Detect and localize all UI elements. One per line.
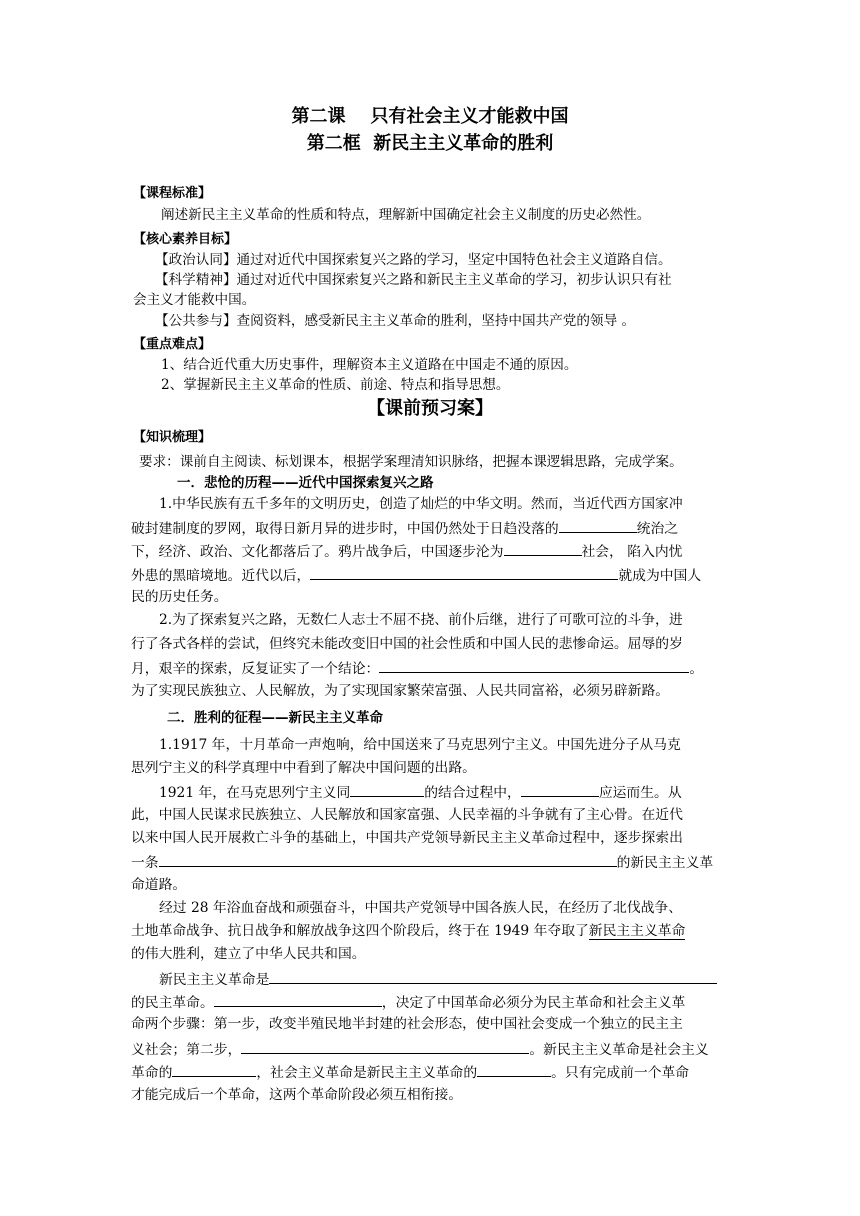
fill-blank[interactable] (159, 851, 617, 867)
part1-p1-line1: 1.中华民族有五千多年的文明历史，创造了灿烂的中华文明。然而，当近代西方国家冲 (159, 496, 683, 512)
part2-p3-line2: 土地革命战争、抗日战争和解放战争这四个阶段后，终于在 1949 年夺取了新民主主义革命 (131, 923, 686, 939)
fill-blank[interactable] (214, 991, 382, 1007)
part1-p2-line3: 月，艰辛的探索，反复证实了一个结论： 。 (131, 657, 703, 679)
underlined-term: 新民主主义革命 (588, 923, 686, 939)
fill-blank[interactable] (310, 564, 618, 580)
part2-p2-line1: 1921 年，在马克思列宁主义同 的结合过程中， 应运而生。从 (159, 781, 682, 803)
literacy-item-science-l1: 【科学精神】通过对近代中国探索复兴之路和新民主主义革命的学习，初步认识只有社 (155, 272, 672, 288)
fill-blank[interactable] (379, 657, 689, 673)
fill-blank[interactable] (241, 1038, 529, 1054)
literacy-item-political: 【政治认同】通过对近代中国探索复兴之路的学习，坚定中国特色社会主义道路自信。 (155, 252, 672, 268)
part2-heading: 二．胜利的征程——新民主主义革命 (167, 710, 383, 726)
fill-blank[interactable] (477, 1061, 551, 1077)
part2-p2-line4: 一条 的新民主主义革 (131, 851, 713, 873)
fill-blank[interactable] (172, 1061, 256, 1077)
part2-p1-line2: 思列宁主义的科学真理中中看到了解决中国问题的出路。 (131, 760, 476, 776)
requirement-text: 要求：课前自主阅读、标划课本，根据学案理清知识脉络，把握本课逻辑思路，完成学案。 (139, 454, 683, 470)
part1-p1-line5: 民的历史任务。 (131, 589, 228, 605)
knowledge-heading: 【知识梳理】 (133, 430, 212, 445)
part2-p4-line2: 的民主革命。 ，决定了中国革命必须分为民主革命和社会主义革 (131, 991, 685, 1013)
part2-p4-line3: 命两个步骤：第一步，改变半殖民地半封建的社会形态，使中国社会变成一个独立的民主主 (131, 1016, 683, 1032)
part1-p1-line2: 破封建制度的罗网，取得日新月异的进步时，中国仍然处于日趋没落的 统治之 (131, 517, 678, 539)
fill-blank[interactable] (504, 540, 582, 556)
part2-p2-line2: 此，中国人民谋求民族独立、人民解放和国家富强、人民幸福的斗争就有了主心骨。在近代 (131, 807, 683, 823)
lesson-title: 第二课 只有社会主义才能救中国 (291, 106, 569, 127)
part2-p4-line6: 才能完成后一个革命，这两个革命阶段必须互相衔接。 (131, 1087, 463, 1103)
standards-heading: 【课程标准】 (133, 186, 212, 201)
part1-p2-line1: 2.为了探索复兴之路，无数仁人志士不屈不挠、前仆后继，进行了可歌可泣的斗争，进 (159, 612, 683, 628)
part1-p2-line4: 为了实现民族独立、人民解放，为了实现国家繁荣富强、人民共同富裕，必须另辟新路。 (131, 683, 670, 699)
part1-p1-line3: 下，经济、政治、文化都落后了。鸦片战争后，中国逐步沦为 社会， 陷入内忧 (131, 540, 682, 562)
standards-text: 阐述新民主主义革命的性质和特点，理解新中国确定社会主义制度的历史必然性。 (161, 207, 651, 223)
fill-blank[interactable] (269, 968, 717, 984)
part1-heading: 一．悲怆的历程——近代中国探索复兴之路 (177, 475, 434, 491)
keypoint-item-2: 2、掌握新民主主义革命的性质、前途、特点和指导思想。 (161, 377, 510, 393)
fill-blank[interactable] (559, 517, 637, 533)
part2-p3-line3: 的伟大胜利，建立了中华人民共和国。 (131, 946, 366, 962)
literacy-item-science-l2: 会主义才能救中国。 (133, 292, 256, 308)
part2-p2-line5: 命道路。 (131, 877, 187, 893)
keypoint-item-1: 1、结合近代重大历史事件，理解资本主义道路在中国走不通的原因。 (161, 357, 578, 373)
keypoints-heading: 【重点难点】 (133, 337, 212, 352)
part2-p1-line1: 1.1917 年，十月革命一声炮响，给中国送来了马克思列宁主义。中国先进分子从马克 (159, 737, 681, 753)
part2-p4-line4: 义社会；第二步， 。新民主主义革命是社会主义 (131, 1038, 709, 1060)
preview-heading: 【课前预习案】 (367, 398, 493, 419)
part1-p1-line4: 外患的黑暗境地。近代以后， 就成为中国人 (131, 564, 701, 586)
fill-blank[interactable] (521, 781, 599, 797)
fill-blank[interactable] (350, 781, 424, 797)
part2-p4-line5: 革命的 ，社会主义革命是新民主主义革命的 。只有完成前一个革命 (131, 1061, 689, 1083)
part2-p3-line1: 经过 28 年浴血奋战和顽强奋斗，中国共产党领导中国各族人民，在经历了北伐战争、 (159, 900, 683, 916)
part1-p2-line2: 行了各式各样的尝试，但终究未能改变旧中国的社会性质和中国人民的悲惨命运。屈辱的岁 (131, 636, 683, 652)
literacy-heading: 【核心素养目标】 (133, 232, 238, 247)
part2-p2-line3: 以来中国人民开展救亡斗争的基础上，中国共产党领导新民主主义革命过程中，逐步探索出 (131, 830, 683, 846)
part2-p4-line1: 新民主主义革命是 (159, 968, 717, 990)
section-title: 第二框 新民主主义革命的胜利 (306, 133, 554, 154)
literacy-item-public: 【公共参与】查阅资料，感受新民主主义革命的胜利，坚持中国共产党的领导 。 (155, 313, 636, 329)
